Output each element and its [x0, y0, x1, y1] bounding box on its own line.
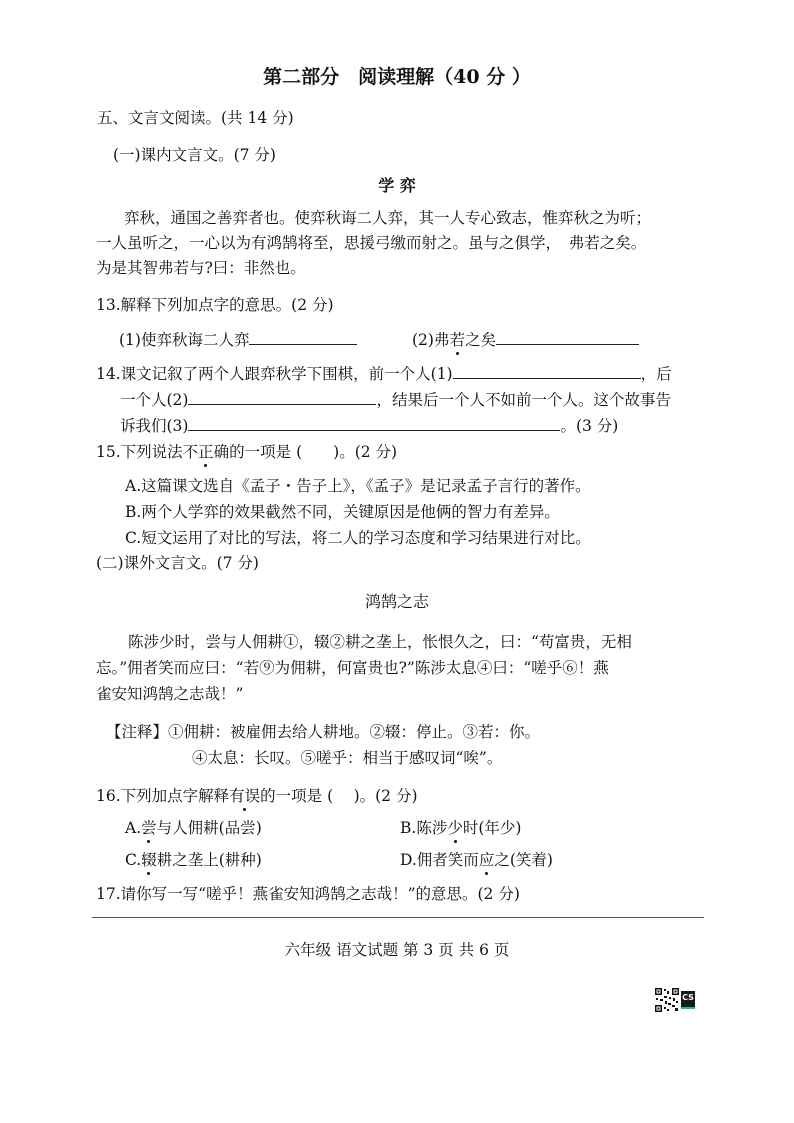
dotted-char: 若	[449, 331, 465, 349]
dotted-word: 有误	[229, 787, 261, 805]
question-14-line-1	[96, 362, 672, 384]
option-b[interactable]: B.两个人学弈的效果截然不同，关键原因是他俩的智力有差异。	[125, 503, 560, 521]
passage-line: 弈秋，通国之善弈者也。使弈秋诲二人弈，其一人专心致志，惟弈秋之为听；	[124, 209, 652, 227]
question-text: 15.下列说法	[96, 443, 183, 461]
option-a[interactable]: A.这篇课文选自《孟子・告子上》，《孟子》是记录孟子言行的著作。	[125, 477, 591, 495]
qr-code-icon	[654, 987, 680, 1013]
subsection-heading-1: (一)课内文言文。(7 分)	[113, 146, 276, 164]
option-d[interactable]	[400, 850, 553, 870]
cs-badge-icon: CS	[681, 991, 695, 1009]
option-text: A.	[125, 819, 142, 837]
question-text: 。(3 分)	[560, 417, 619, 435]
subsection-heading-2: (二)课外文言文。(7 分)	[96, 554, 259, 572]
passage-title-1: 学 弈	[378, 176, 416, 195]
passage-title-2: 鸿鹄之志	[364, 592, 429, 611]
question-text: ，后	[640, 365, 672, 383]
dotted-char: 尝	[141, 819, 157, 837]
item-text: (2)弗	[412, 331, 450, 349]
answer-blank-3[interactable]	[188, 414, 560, 431]
question-text: 16.下列加点字解释	[96, 787, 230, 805]
option-text: C.	[125, 851, 142, 869]
annotation-line-2: ④太息：长叹。⑤嗟乎：相当于感叹词“唉”。	[192, 749, 503, 767]
option-text: 时(年少)	[462, 819, 522, 837]
question-14-line-2	[120, 388, 671, 410]
question-13-item-2	[412, 328, 639, 350]
option-c[interactable]: C.短文运用了对比的写法，将二人的学习态度和学习结果进行对比。	[125, 529, 591, 547]
answer-blank-2[interactable]	[188, 388, 376, 405]
page-footer: 六年级 语文试题 第 3 页 共 6 页	[284, 941, 510, 959]
answer-blank-1[interactable]	[453, 362, 641, 379]
option-a[interactable]	[125, 818, 262, 838]
question-13-item-1	[119, 328, 357, 350]
section-heading: 五、文言文阅读。(共 14 分)	[97, 109, 294, 127]
passage-line: 一人虽听之，一心以为有鸿鹄将至，思援弓缴而射之。虽与之俱学， 弗若之矣。	[96, 234, 647, 252]
annotation-line-1: 【注释】①佣耕：被雇佣去给人耕地。②辍：停止。③若：你。	[106, 723, 541, 741]
question-text: 14.课文记叙了两个人跟弈秋学下围棋，前一个人(1)	[96, 365, 453, 383]
dotted-word: 不正确	[182, 443, 230, 461]
question-15-stem	[96, 442, 397, 462]
question-13-stem: 13.解释下列加点字的意思。(2 分)	[96, 296, 334, 314]
option-text: B.陈涉	[400, 819, 448, 837]
passage-line: 忘。”佣者笑而应曰：“若⑨为佣耕，何富贵也?”陈涉太息④曰：“嗟乎⑥！燕	[96, 659, 609, 677]
question-16-stem	[96, 786, 418, 806]
footer-divider	[92, 917, 704, 918]
dotted-char: 少	[447, 819, 463, 837]
question-14-line-3	[120, 414, 618, 436]
passage-line: 为是其智弗若与?曰：非然也。	[96, 259, 306, 277]
page-title: 第二部分 阅读理解（40 分 ）	[263, 66, 531, 88]
answer-blank[interactable]	[249, 328, 357, 345]
dotted-char: 辍	[141, 851, 157, 869]
question-text: ，结果后一个人不如前一个人。这个故事告	[376, 391, 671, 409]
question-text: 的一项是 ( )。(2 分)	[229, 443, 398, 461]
question-text: 诉我们(3)	[120, 417, 189, 435]
item-text: 之矣	[464, 331, 496, 349]
passage-line: 陈涉少时，尝与人佣耕①，辍②耕之垄上，怅恨久之，曰：“苟富贵，无相	[128, 633, 632, 651]
question-text: 的一项是 ( )。(2 分)	[260, 787, 418, 805]
option-b[interactable]	[400, 818, 521, 838]
item-text: (1)使弈秋诲二人弈	[119, 331, 250, 349]
option-text: 与人佣耕(品尝)	[156, 819, 262, 837]
question-17-stem: 17.请你写一写“嗟乎！燕雀安知鸿鹄之志哉！”的意思。(2 分)	[96, 885, 520, 903]
option-c[interactable]	[125, 850, 262, 870]
option-text: 之(笑着)	[494, 851, 553, 869]
question-text: 一个人(2)	[120, 391, 189, 409]
passage-line: 雀安知鸿鹄之志哉！”	[96, 685, 244, 703]
answer-blank[interactable]	[496, 328, 639, 345]
dotted-char: 应	[478, 851, 495, 869]
option-text: D.佣者笑而	[400, 851, 479, 869]
option-text: 耕之垄上(耕种)	[156, 851, 262, 869]
